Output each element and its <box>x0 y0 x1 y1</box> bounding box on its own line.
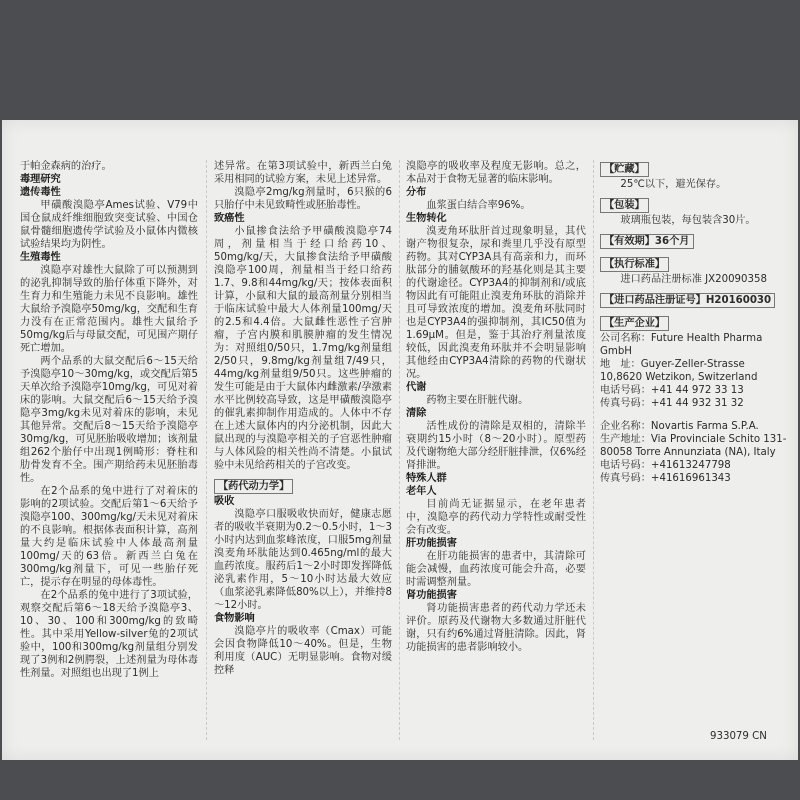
paragraph: 肾功能损害患者的药代动力学还未评价。原药及代谢物大多数通过肝脏代谢，只有约6%通过肾脏清除。因此，肾功能损害的患者影响较小。 <box>406 603 586 653</box>
paragraph: 玻璃瓶包装，每包装含30片。 <box>620 215 756 226</box>
section-heading: 【贮藏】 <box>600 162 649 177</box>
section-heading: 【进口药品注册证号】H20160030 <box>600 293 775 308</box>
section-heading-row <box>600 314 788 332</box>
paragraph: 活性成份的清除是双相的，清除半衰期约15小时（8～20小时）。原型药及代谢物绝大部分经肝脏排泄，仅6%经肾排泄。 <box>406 421 586 471</box>
subheading: 生物转化 <box>406 213 447 224</box>
paragraph: 地 址：Guyer-Zeller-Strasse 10,8620 Wetzikon, Switzerland <box>600 359 758 383</box>
spacer <box>600 410 788 420</box>
subheading: 肾功能损害 <box>406 590 457 601</box>
subheading: 特殊人群 <box>406 473 447 484</box>
paragraph: 25℃以下，避光保存。 <box>620 179 727 190</box>
paragraph: 传真号码：+41616961343 <box>600 473 731 484</box>
section-heading-row <box>600 196 788 214</box>
paragraph: 电话号码：+41 44 972 33 13 <box>600 385 744 396</box>
subheading: 生殖毒性 <box>20 252 61 263</box>
paragraph: 在肝功能损害的患者中，其清除可能会减慢，血药浓度可能会升高，必要时需调整剂量。 <box>406 551 586 588</box>
section-heading: 【有效期】36个月 <box>600 234 694 249</box>
paragraph: 甲磺酸溴隐亭Ames试验、V79中国仓鼠成纤维细胞致突变试验、中国仓鼠骨髓细胞遗传学试验及小鼠体内微核试验结果均为阴性。 <box>20 200 198 250</box>
column-4 <box>600 160 788 485</box>
document-code: 933079 CN <box>710 731 767 742</box>
paragraph: 企业名称：Novartis Farma S.P.A. <box>600 421 759 432</box>
paragraph: 溴麦角环肽肝首过现象明显，其代谢产物很复杂，尿和粪里几乎没有原型药物。其对CYP3A具有高亲和力，而环肽部分的脯氨酸环的羟基化则是其主要的代谢途径。CYP3A4的抑制剂和/或底物因此有可能阻止溴麦角环肽的消除并且可导致浓度的增加。溴麦角环肽同时也是CYP3A4的强抑制剂，其IC50值为1.69μM。但是，鉴于其治疗剂量浓度较低，因此溴麦角环肽并不会明显影响其他经由CYP3A4清除的药物的代谢状况。 <box>406 226 586 380</box>
paragraph: 溴隐亭片的吸收率（Cmax）可能会因食物降低10～40%。但是，生物利用度（AUC）无明显影响。食物对缓控释 <box>214 626 392 676</box>
paragraph: 溴隐亭2mg/kg剂量时，6只猴的6只胎仔中未见致畸性或胚胎毒性。 <box>214 187 392 211</box>
subheading: 吸收 <box>214 496 235 507</box>
paragraph: 溴隐亭的吸收率及程度无影响。总之，本品对于食物无显著的临床影响。 <box>406 161 586 185</box>
paragraph: 溴隐亭对雄性大鼠除了可以预测到的泌乳抑制导致的胎仔体重下降外，对生育力和生殖能力未见不良影响。雄性大鼠给予溴隐亭50mg/kg，交配和生育力没有在正常范围内。雄性大鼠给予50mg/kg后与母鼠交配，可见围产期仔死亡增加。 <box>20 265 198 354</box>
subheading: 代谢 <box>406 382 427 393</box>
paragraph: 溴隐亭口服吸收快而好，健康志愿者的吸收半衰期为0.2～0.5小时，1～3小时内达到血浆峰浓度，口服5mg剂量溴麦角环肽能达到0.465ng/ml的最大血药浓度。服药后1～2小时即发挥降低泌乳素作用，5～10小时达最大效应（血浆泌乳素降低80%以上），并维持8～12小时。 <box>214 509 392 611</box>
paragraph: 进口药品注册标准 JX20090358 <box>620 274 767 285</box>
column-1 <box>20 160 198 680</box>
subheading: 食物影响 <box>214 613 255 624</box>
paragraph: 小鼠掺食法给予甲磺酸溴隐亭74周，剂量相当于经口给药10、50mg/kg/天，大鼠掺食法给予甲磺酸溴隐亭100周，剂量相当于经口给药1.7、9.8和44mg/kg/天；按体表面积计算，小鼠和大鼠的最高剂量分别相当于临床试验中最大人体剂量100mg/天的2.5和4.4倍。大鼠雌性恶性子宫肿瘤，子宫内膜和肌膜肿瘤的发生情况为：对照组0/50只，1.7mg/kg剂量组2/50只，9.8mg/kg剂量组7/49只，44mg/kg剂量组9/50只。这些肿瘤的发生可能是由于大鼠体内雌激素/孕激素水平比例较高导致，这是甲磺酸溴隐亭的催乳素抑制作用造成的。人体中不存在上述大鼠体内的内分泌机制，因此大鼠出现的与溴隐亭相关的子宫恶性肿瘤与人体风险的相关性尚不清楚。小鼠试验中未见给药相关的子宫改变。 <box>214 226 392 471</box>
subheading: 肝功能损害 <box>406 538 457 549</box>
paragraph: 在2个品系的兔中进行了对着床的影响的2项试验。交配后第1～6天给予溴隐亭100、300mg/kg/天未见对着床的不良影响。根据体表面积计算，高剂量大约是临床试验中人体最高剂量100mg/天的63倍。新西兰白兔在300mg/kg剂量下，可见一些胎仔死亡，提示存在明显的母体毒性。 <box>20 486 198 588</box>
fold-line <box>399 160 400 740</box>
paragraph: 公司名称：Future Health Pharma GmbH <box>600 333 763 357</box>
paragraph: 在2个品系的兔中进行了3项试验，观察交配后第6～18天给予溴隐亭3、10、30、100和300mg/kg的致畸性。其中采用Yellow-silver兔的2项试验中，100和300mg/kg剂量组分别发现了3例和2例腭裂，上述剂量为母体毒性剂量。对照组也出现了1例上 <box>20 590 198 679</box>
subheading: 分布 <box>406 187 427 198</box>
column-2 <box>214 160 392 677</box>
section-heading-row <box>600 160 788 178</box>
section-heading-row <box>600 291 788 309</box>
section-heading-row <box>214 477 392 495</box>
paragraph: 传真号码：+41 44 932 31 32 <box>600 398 744 409</box>
fold-line <box>206 160 207 740</box>
leaflet-paper <box>2 120 798 760</box>
paragraph: 述异常。在第3项试验中，新西兰白兔采用相同的试验方案，未见上述异常。 <box>214 161 392 185</box>
paragraph: 于帕金森病的治疗。 <box>20 161 112 172</box>
paragraph: 生产地址：Via Provinciale Schito 131-80058 Torre Annunziata (NA), Italy <box>600 434 787 458</box>
subheading: 清除 <box>406 408 427 419</box>
paragraph: 电话号码：+41613247798 <box>600 460 731 471</box>
paragraph: 目前尚无证据显示，在老年患者中，溴隐亭的药代动力学特性或耐受性会有改变。 <box>406 499 586 536</box>
section-heading: 【包装】 <box>600 198 649 213</box>
subheading: 遗传毒性 <box>20 187 61 198</box>
section-heading-row <box>600 232 788 250</box>
paragraph: 血浆蛋白结合率96%。 <box>426 200 531 211</box>
section-heading: 【生产企业】 <box>600 316 669 331</box>
subheading: 毒理研究 <box>20 174 61 185</box>
section-heading: 【执行标准】 <box>600 257 669 272</box>
fold-line <box>593 160 594 740</box>
paragraph: 药物主要在肝脏代谢。 <box>426 395 529 406</box>
paragraph: 两个品系的大鼠交配后6～15天给予溴隐亭10～30mg/kg，或交配后第5天单次给予溴隐亭10mg/kg，可见对着床的影响。大鼠交配后6～15天给予溴隐亭3mg/kg未见对着床的影响，未见其他异常。交配后8～15天给予溴隐亭30mg/kg，可见胚胎吸收增加；该剂量组262个胎仔中出现1例畸形：脊柱和肋骨发育不全。围产期给药未见胚胎毒性。 <box>20 356 198 484</box>
section-heading: 【药代动力学】 <box>214 479 293 494</box>
subheading: 致癌性 <box>214 213 245 224</box>
subheading: 老年人 <box>406 486 437 497</box>
section-heading-row <box>600 255 788 273</box>
column-3 <box>406 160 586 654</box>
